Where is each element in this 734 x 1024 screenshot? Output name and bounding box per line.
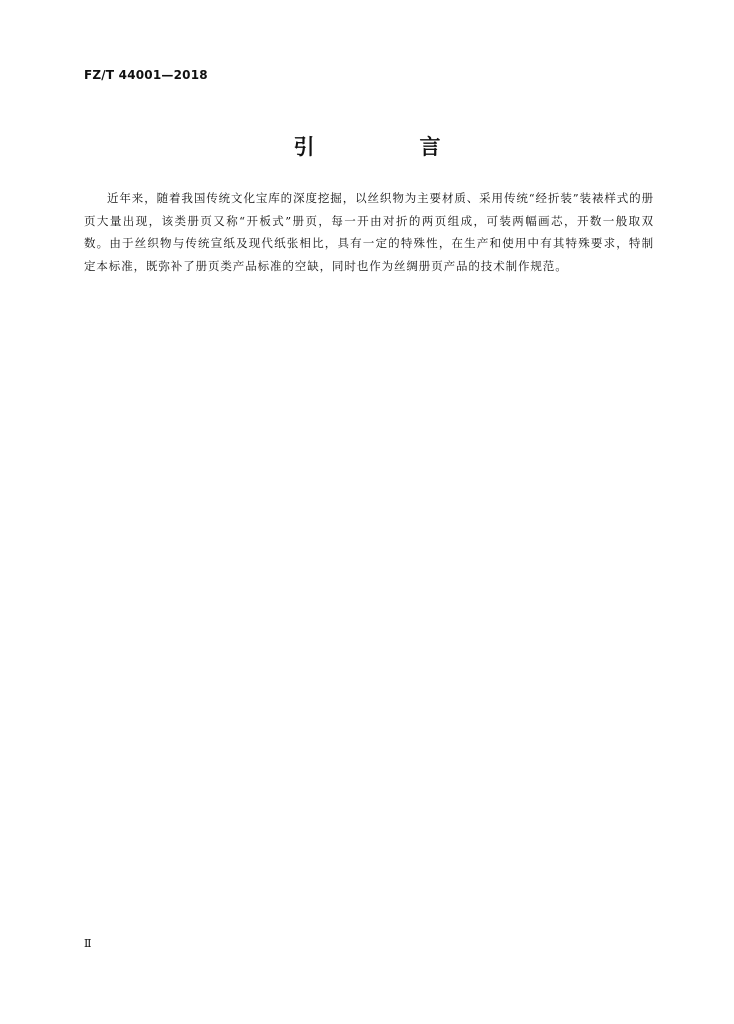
- introduction-paragraph: 近年来，随着我国传统文化宝库的深度挖掘，以丝织物为主要材质、采用传统“经折装”装裱样式的册页大量出现，该类册页又称“开板式”册页，每一开由对折的两页组成，可装两幅画芯，开数一般取双数。由于丝织物与传统宣纸及现代纸张相比，具有一定的特殊性，在生产和使用中有其特殊要求，特制定本标准，既弥补了册页类产品标准的空缺，同时也作为丝绸册页产品的技术制作规范。: [84, 191, 654, 273]
- page-number: Ⅱ: [84, 937, 92, 950]
- standard-code-header: FZ/T 44001—2018: [84, 68, 208, 82]
- page-title: 引 言: [293, 135, 483, 159]
